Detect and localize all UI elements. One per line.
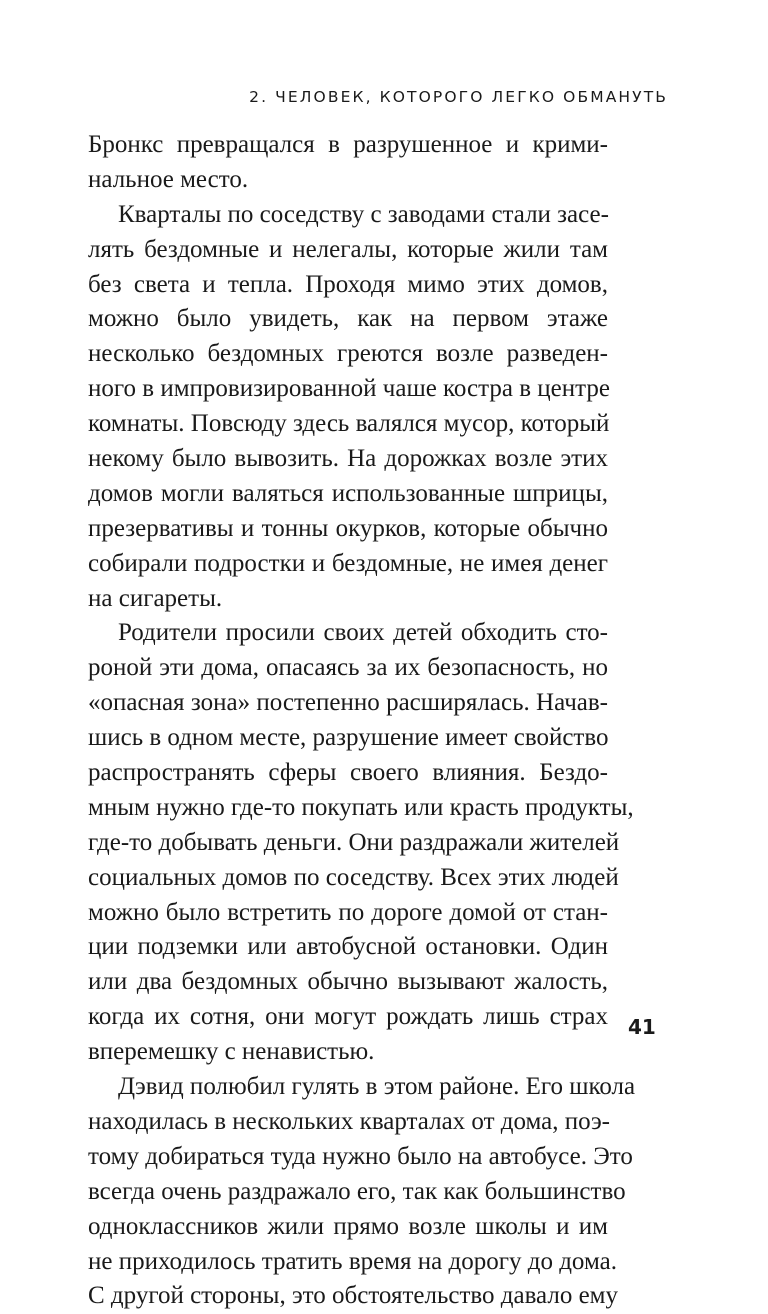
text-line: тому добираться туда нужно было на автобусе. Это — [88, 1142, 633, 1170]
text-line: всегда очень раздражало его, так как большинство — [88, 1177, 626, 1205]
text-line: на сигареты. — [88, 584, 223, 612]
text-line: ного в импровизированной чаше костра в центре — [88, 375, 610, 403]
text-line: одноклассников жили прямо возле школы и им — [88, 1212, 608, 1240]
text-line: ции подземки или автобусной остановки. Один — [88, 933, 608, 961]
text-line: роной эти дома, опасаясь за их безопасность, но — [88, 654, 608, 682]
text-line: мным нужно где-то покупать или красть продукты, — [88, 793, 634, 821]
text-line: С другой стороны, это обстоятельство давало ему — [88, 1282, 619, 1310]
body-text — [88, 128, 636, 1314]
running-head: 2. ЧЕЛОВЕК, КОТОРОГО ЛЕГКО ОБМАНУТЬ — [249, 88, 668, 106]
text-line: социальных домов по соседству. Всех этих людей — [88, 863, 619, 891]
text-line: или два бездомных обычно вызывают жалость, — [88, 968, 608, 996]
text-line: где-то добывать деньги. Они раздражали жителей — [88, 828, 620, 856]
text-line: не приходилось тратить время на дорогу до дома. — [88, 1247, 617, 1275]
text-line: когда их сотня, они могут рождать лишь страх — [88, 1003, 608, 1031]
text-line: распространять сферы своего влияния. Бездо- — [88, 759, 608, 787]
text-line: Дэвид полюбил гулять в этом районе. Его школа — [118, 1073, 636, 1101]
text-line: нальное место. — [88, 165, 249, 193]
text-line: можно было увидеть, как на первом этаже — [88, 305, 608, 333]
text-line: вперемешку с ненавистью. — [88, 1038, 375, 1066]
text-line: без света и тепла. Проходя мимо этих домов, — [88, 270, 608, 298]
page-number: 41 — [628, 1015, 656, 1039]
text-line: презервативы и тонны окурков, которые обычно — [88, 514, 608, 542]
text-line: можно было встретить по дороге домой от стан- — [88, 898, 608, 926]
text-line: лять бездомные и нелегалы, которые жили там — [88, 235, 608, 263]
text-line: Родители просили своих детей обходить сто- — [118, 619, 608, 647]
text-line: шись в одном месте, разрушение имеет свойство — [88, 724, 609, 752]
text-line: Кварталы по соседству с заводами стали засе- — [118, 200, 609, 228]
text-line: Бронкс превращался в разрушенное и крими- — [88, 131, 608, 158]
text-line: «опасная зона» постепенно расширялась. Начав- — [88, 689, 608, 717]
text-line: некому было вывозить. На дорожках возле этих — [88, 445, 608, 473]
text-line: находилась в нескольких кварталах от дома, поэ- — [88, 1107, 610, 1135]
text-line: собирали подростки и бездомные, не имея денег — [88, 549, 608, 577]
text-line: домов могли валяться использованные шприцы, — [88, 479, 608, 507]
text-line: комнаты. Повсюду здесь валялся мусор, который — [88, 410, 610, 438]
text-line: несколько бездомных греются возле разведен- — [88, 340, 608, 368]
